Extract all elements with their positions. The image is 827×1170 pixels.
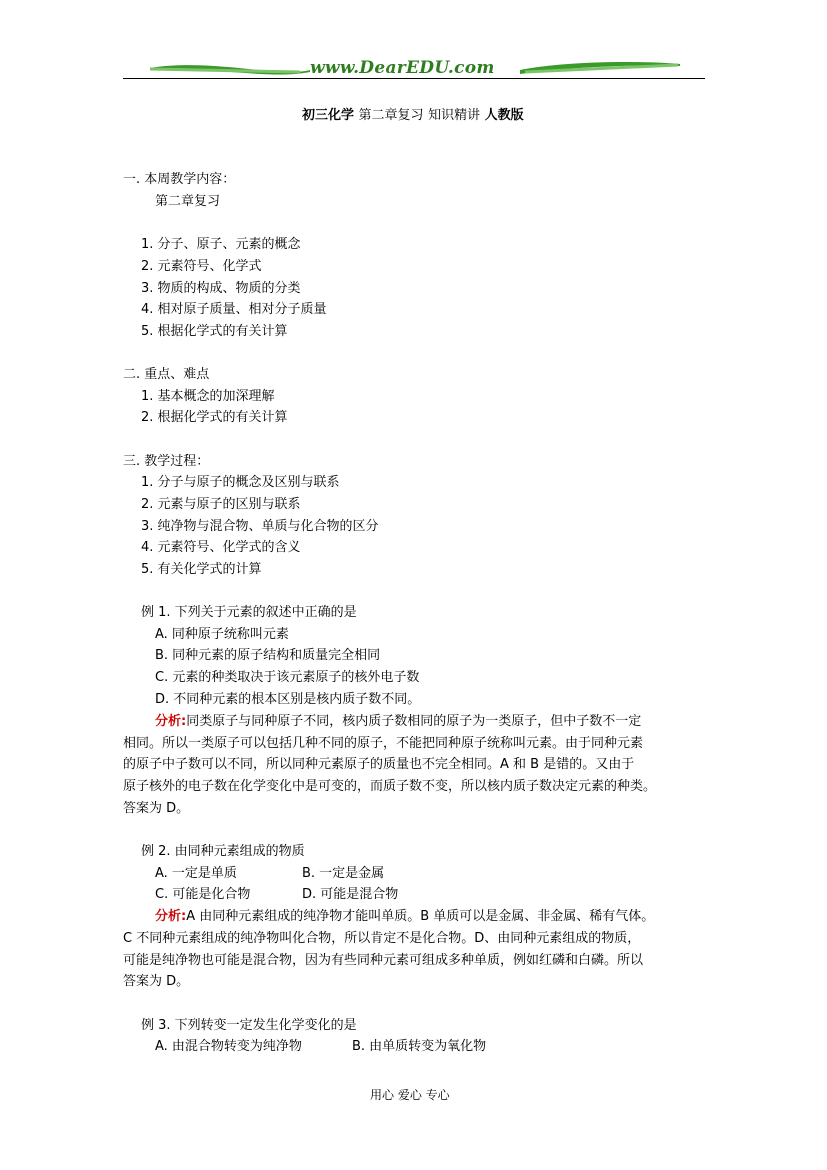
example1-option-c: C. 元素的种类取决于该元素原子的核外电子数: [155, 670, 420, 685]
section3-item: 5. 有关化学式的计算: [141, 562, 262, 577]
section3-item: 4. 元素符号、化学式的含义: [141, 540, 301, 555]
title-edition: 人教版: [484, 108, 524, 123]
section3-item: 1. 分子与原子的概念及区别与联系: [141, 475, 340, 490]
example2-option-d: D. 可能是混合物: [302, 887, 399, 902]
example1-analysis-line: 的原子中子数可以不同，所以同种元素原子的质量也不完全相同。A 和 B 是错的。又由于: [123, 757, 635, 772]
example2-question: 例 2. 由同种元素组成的物质: [141, 844, 305, 859]
example2-analysis-line: 分析:A 由同种元素组成的纯净物才能叫单质。B 单质可以是金属、非金属、稀有气体。: [155, 909, 655, 924]
example2-option-b: B. 一定是金属: [302, 866, 385, 881]
title-chapter: 第二章复习: [358, 108, 424, 123]
site-logo-text: www.DearEDU.com: [310, 58, 495, 78]
example1-question: 例 1. 下列关于元素的叙述中正确的是: [141, 605, 357, 620]
example1-option-d: D. 不同种元素的根本区别是核内质子数不同。: [155, 692, 421, 707]
section3-item: 2. 元素与原子的区别与联系: [141, 497, 301, 512]
example1-analysis-line: 答案为 D。: [123, 801, 190, 816]
title-subject: 初三化学: [302, 108, 355, 123]
section2-item: 2. 根据化学式的有关计算: [141, 410, 288, 425]
analysis-label: 分析:: [155, 909, 187, 924]
example2-option-c: C. 可能是化合物: [155, 887, 251, 902]
example1-analysis-line: 相同。所以一类原子可以包括几种不同的原子，不能把同种原子统称叫元素。由于同种元素: [123, 736, 644, 751]
example1-option-b: B. 同种元素的原子结构和质量完全相同: [155, 648, 381, 663]
section3-item: 3. 纯净物与混合物、单质与化合物的区分: [141, 519, 379, 534]
example3-option-b: B. 由单质转变为氧化物: [352, 1039, 487, 1054]
example2-analysis-line: 答案为 D。: [123, 974, 190, 989]
example1-option-a: A. 同种原子统称叫元素: [155, 627, 289, 642]
section3-heading: 三. 教学过程：: [123, 454, 210, 469]
analysis-label: 分析:: [155, 714, 187, 729]
example1-analysis-line: 分析:同类原子与同种原子不同，核内质子数相同的原子为一类原子，但中子数不一定: [155, 714, 642, 729]
example1-analysis-line: 原子核外的电子数在化学变化中是可变的，而质子数不变，所以核内质子数决定元素的种类。: [123, 779, 657, 794]
section1-item: 1. 分子、原子、元素的概念: [141, 237, 301, 252]
section1-heading: 一. 本周教学内容：: [123, 172, 236, 187]
example3-option-a: A. 由混合物转变为纯净物: [155, 1039, 302, 1054]
title-type: 知识精讲: [428, 108, 481, 123]
example2-analysis-line: C 不同种元素组成的纯净物叫化合物，所以肯定不是化合物。D、由同种元素组成的物质，: [123, 931, 641, 946]
section2-item: 1. 基本概念的加深理解: [141, 389, 275, 404]
section1-item: 4. 相对原子质量、相对分子质量: [141, 302, 327, 317]
section1-sub: 第二章复习: [155, 194, 221, 209]
section2-heading: 二. 重点、难点: [123, 367, 210, 382]
section1-item: 3. 物质的构成、物质的分类: [141, 281, 301, 296]
header-divider: [123, 78, 705, 79]
example2-analysis-line: 可能是纯净物也可能是混合物，因为有些同种元素可组成多种单质，例如红磷和白磷。所以: [123, 953, 644, 968]
example3-question: 例 3. 下列转变一定发生化学变化的是: [141, 1018, 357, 1033]
section1-item: 2. 元素符号、化学式: [141, 259, 262, 274]
page-title: [302, 104, 524, 123]
example2-option-a: A. 一定是单质: [155, 866, 237, 881]
section1-item: 5. 根据化学式的有关计算: [141, 324, 288, 339]
page-footer: 用心 爱心 专心: [370, 1088, 450, 1102]
